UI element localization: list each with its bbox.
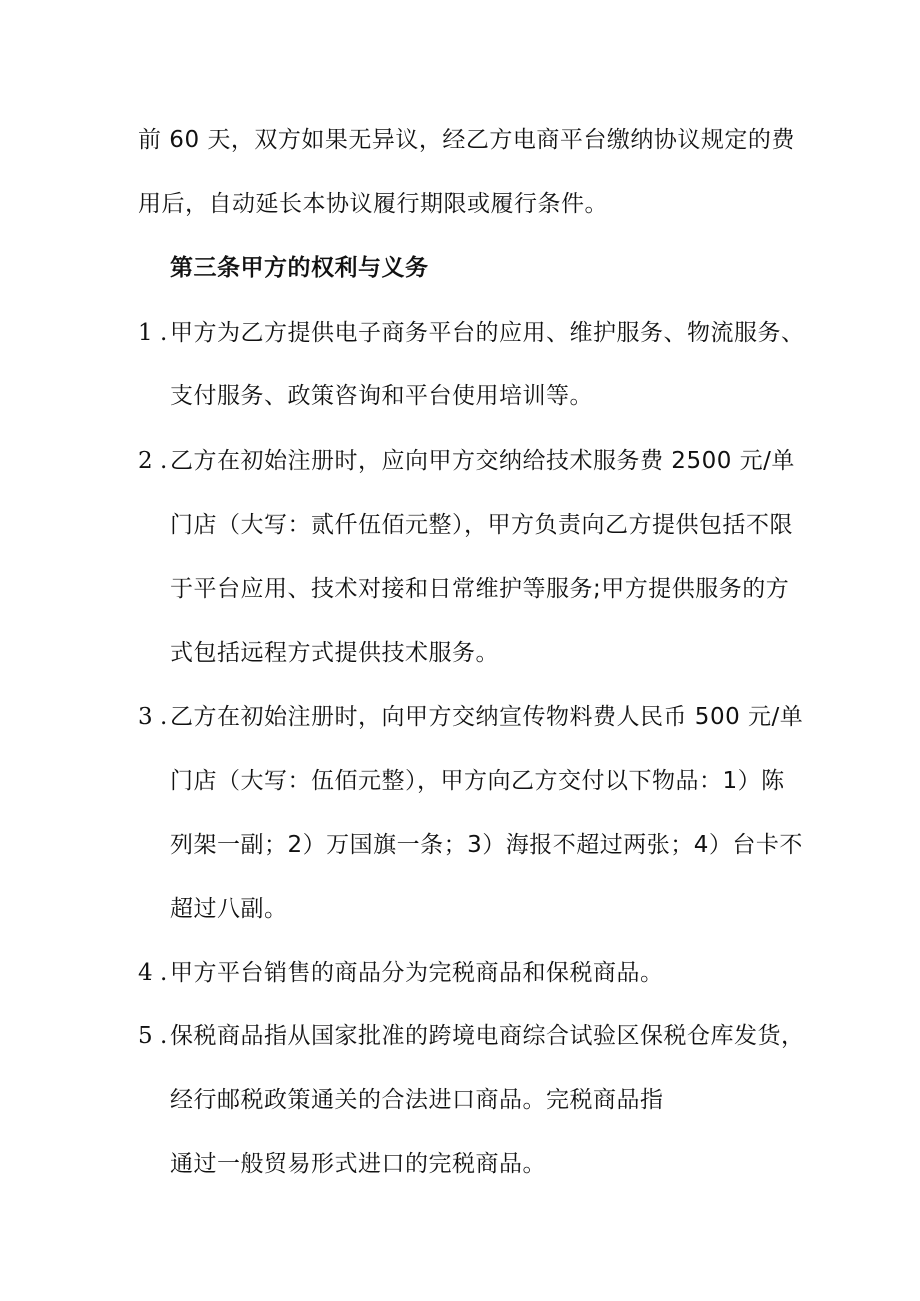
item-number: 4 . <box>138 960 168 986</box>
item-number: 3 . <box>138 704 168 730</box>
item-text: 式包括远程方式提供技术服务。 <box>170 640 499 666</box>
item-text: 经行邮税政策通关的合法进口商品。完税商品指 <box>170 1087 664 1113</box>
item-text: 乙方在初始注册时，应向甲方交纳给技术服务费 2500 元/单 <box>170 448 795 474</box>
intro-line-1: 前 60 天，双方如果无异议，经乙方电商平台缴纳协议规定的费 <box>138 127 795 153</box>
item-number: 1 . <box>138 320 168 346</box>
item-text: 甲方为乙方提供电子商务平台的应用、维护服务、物流服务、 <box>170 320 805 346</box>
item-text: 超过八副。 <box>170 896 288 922</box>
item-text: 门店（大写：伍佰元整），甲方向乙方交付以下物品：1）陈 <box>170 768 785 794</box>
intro-line-2: 用后，自动延长本协议履行期限或履行条件。 <box>138 191 608 217</box>
section-heading: 第三条甲方的权利与义务 <box>170 255 429 281</box>
item-text: 通过一般贸易形式进口的完税商品。 <box>170 1151 546 1177</box>
item-number: 5 . <box>138 1023 168 1049</box>
item-text: 保税商品指从国家批准的跨境电商综合试验区保税仓库发货， <box>170 1023 805 1049</box>
item-text: 乙方在初始注册时，向甲方交纳宣传物料费人民币 500 元/单 <box>170 704 804 730</box>
item-text: 门店（大写：贰仟伍佰元整），甲方负责向乙方提供包括不限 <box>170 512 793 538</box>
item-text: 于平台应用、技术对接和日常维护等服务;甲方提供服务的方 <box>170 576 790 602</box>
item-text: 列架一副；2）万国旗一条；3）海报不超过两张；4）台卡不 <box>170 832 803 858</box>
item-text: 甲方平台销售的商品分为完税商品和保税商品。 <box>170 960 664 986</box>
item-text: 支付服务、政策咨询和平台使用培训等。 <box>170 383 593 409</box>
item-number: 2 . <box>138 448 168 474</box>
